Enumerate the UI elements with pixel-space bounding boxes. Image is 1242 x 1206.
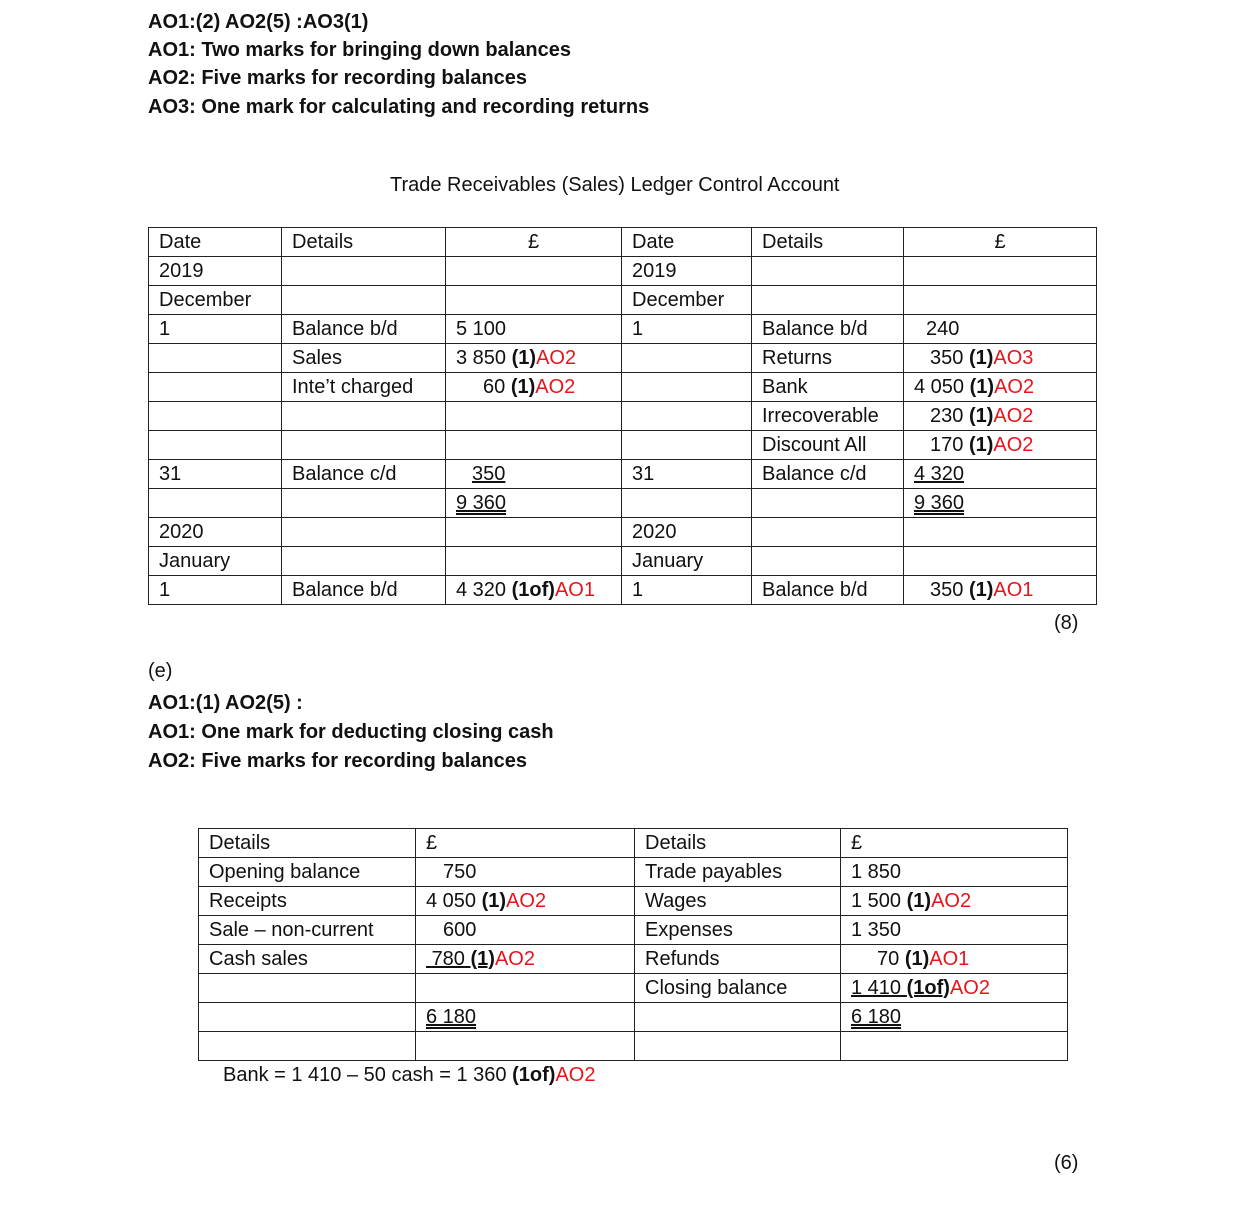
cash-opening-amt: 750 — [416, 858, 635, 887]
table-row — [149, 315, 1097, 344]
cash-sale-non-current-amt: 600 — [416, 916, 635, 945]
ao1-description: AO1: Two marks for bringing down balances — [148, 39, 572, 61]
header-details-right: Details — [752, 228, 904, 257]
header-date-right: Date — [622, 228, 752, 257]
cash-sale-non-current: Sale – non-current — [199, 916, 416, 945]
ledger-total-marks: (8) — [1054, 612, 1079, 634]
year-left: 2019 — [149, 257, 282, 286]
year-right: 2019 — [622, 257, 752, 286]
day-31-left: 31 — [149, 460, 282, 489]
month-left: December — [149, 286, 282, 315]
cash-closing-amt: 1 410 (1of)AO2 — [841, 974, 1068, 1003]
day-right: 1 — [622, 315, 752, 344]
cash-header-details-left: Details — [199, 829, 416, 858]
amount-interest: 60 (1)AO2 — [446, 373, 622, 402]
year-2020-left: 2020 — [149, 518, 282, 547]
table-row — [199, 916, 1068, 945]
ao2-description: AO2: Five marks for recording balances — [148, 67, 528, 89]
table-row — [199, 945, 1068, 974]
cash-header-amount-left: £ — [416, 829, 635, 858]
part-e-ao2: AO2: Five marks for recording balances — [148, 750, 528, 772]
month-right: December — [622, 286, 752, 315]
total-right: 9 360 — [904, 489, 1097, 518]
details-sales: Sales — [282, 344, 446, 373]
details-balance-bd-jan-right: Balance b/d — [752, 576, 904, 605]
details-interest: Inte’t charged — [282, 373, 446, 402]
cash-closing: Closing balance — [635, 974, 841, 1003]
details-balance-cd-right: Balance c/d — [752, 460, 904, 489]
amount-balance-bd: 5 100 — [446, 315, 622, 344]
table-row — [149, 489, 1097, 518]
amount-balance-bd-right: 240 — [904, 315, 1097, 344]
month-jan-left: January — [149, 547, 282, 576]
month-jan-right: January — [622, 547, 752, 576]
table-row — [149, 547, 1097, 576]
day-left: 1 — [149, 315, 282, 344]
cash-opening: Opening balance — [199, 858, 416, 887]
amount-returns: 350 (1)AO3 — [904, 344, 1097, 373]
amount-discount: 170 (1)AO2 — [904, 431, 1097, 460]
bank-note: Bank = 1 410 – 50 cash = 1 360 (1of)AO2 — [223, 1064, 596, 1086]
table-row — [149, 228, 1097, 257]
cash-wages-amt: 1 500 (1)AO2 — [841, 887, 1068, 916]
cash-cash-sales: Cash sales — [199, 945, 416, 974]
amount-bank: 4 050 (1)AO2 — [904, 373, 1097, 402]
table-row — [199, 1032, 1068, 1061]
cash-total-marks: (6) — [1054, 1152, 1079, 1174]
table-row — [149, 402, 1097, 431]
table-row — [199, 829, 1068, 858]
details-balance-bd-right: Balance b/d — [752, 315, 904, 344]
ao-label: AO2 — [536, 346, 577, 369]
details-discount: Discount All — [752, 431, 904, 460]
part-e-ao1: AO1: One mark for deducting closing cash — [148, 721, 554, 743]
cash-receipts-amt: 4 050 (1)AO2 — [416, 887, 635, 916]
cash-expenses-amt: 1 350 — [841, 916, 1068, 945]
table-row — [149, 344, 1097, 373]
day-jan-right: 1 — [622, 576, 752, 605]
details-balance-bd: Balance b/d — [282, 315, 446, 344]
amount-irrecoverable: 230 (1)AO2 — [904, 402, 1097, 431]
year-2020-right: 2020 — [622, 518, 752, 547]
part-e-label: (e) — [148, 660, 173, 682]
cash-refunds: Refunds — [635, 945, 841, 974]
mark-scheme-summary: AO1:(2) AO2(5) :AO3(1) — [148, 11, 369, 33]
table-row — [199, 1003, 1068, 1032]
cash-trade-payables: Trade payables — [635, 858, 841, 887]
amount-balance-bd-jan-right: 350 (1)AO1 — [904, 576, 1097, 605]
amount-sales: 3 850 (1)AO2 — [446, 344, 622, 373]
table-row — [199, 887, 1068, 916]
details-irrecoverable: Irrecoverable — [752, 402, 904, 431]
header-amount-right: £ — [904, 228, 1097, 257]
cash-total-left: 6 180 — [416, 1003, 635, 1032]
table-row — [199, 858, 1068, 887]
cash-refunds-amt: 70 (1)AO1 — [841, 945, 1068, 974]
header-date-left: Date — [149, 228, 282, 257]
amount-balance-bd-jan: 4 320 (1of)AO1 — [446, 576, 622, 605]
cash-receipts: Receipts — [199, 887, 416, 916]
details-balance-bd-jan: Balance b/d — [282, 576, 446, 605]
details-returns: Returns — [752, 344, 904, 373]
cash-table — [198, 828, 1068, 1061]
cash-trade-payables-amt: 1 850 — [841, 858, 1068, 887]
cash-cash-sales-amt: 780 (1)AO2 — [416, 945, 635, 974]
table-row — [199, 974, 1068, 1003]
details-balance-cd: Balance c/d — [282, 460, 446, 489]
table-row — [149, 431, 1097, 460]
table-row — [149, 460, 1097, 489]
total-left: 9 360 — [446, 489, 622, 518]
table-row — [149, 257, 1097, 286]
part-e-summary: AO1:(1) AO2(5) : — [148, 692, 303, 714]
cash-header-details-right: Details — [635, 829, 841, 858]
cash-wages: Wages — [635, 887, 841, 916]
ao3-description: AO3: One mark for calculating and recording returns — [148, 96, 650, 118]
ledger-table — [148, 227, 1097, 605]
day-31-right: 31 — [622, 460, 752, 489]
header-amount-left: £ — [446, 228, 622, 257]
table-row — [149, 286, 1097, 315]
cash-total-right: 6 180 — [841, 1003, 1068, 1032]
table-row — [149, 518, 1097, 547]
amount-balance-cd-right: 4 320 — [904, 460, 1097, 489]
ledger-title: Trade Receivables (Sales) Ledger Control Account — [390, 174, 840, 196]
table-row — [149, 576, 1097, 605]
day-jan-left: 1 — [149, 576, 282, 605]
cash-header-amount-right: £ — [841, 829, 1068, 858]
table-row — [149, 373, 1097, 402]
mark: (1) — [511, 346, 537, 369]
header-details-left: Details — [282, 228, 446, 257]
details-bank: Bank — [752, 373, 904, 402]
amount-balance-cd: 350 — [446, 460, 622, 489]
cash-expenses: Expenses — [635, 916, 841, 945]
